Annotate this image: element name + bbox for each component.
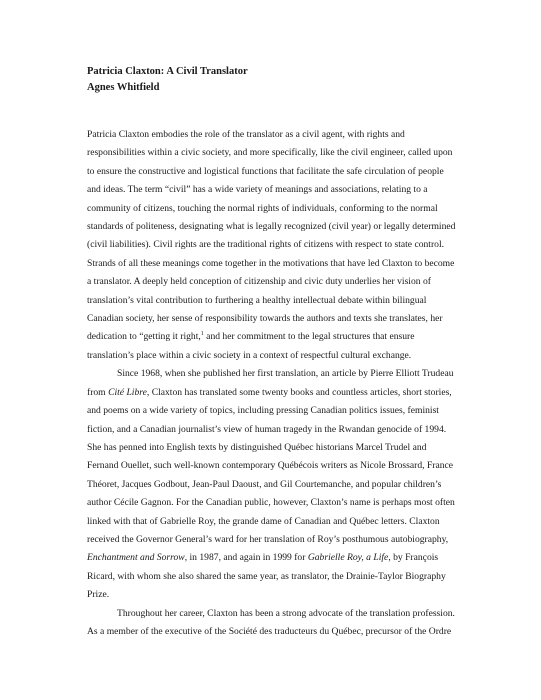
document-author: Agnes Whitfield: [87, 82, 160, 93]
footnote-marker: 1: [200, 331, 204, 338]
paragraph-2: [87, 365, 459, 604]
document-title: Patricia Claxton: A Civil Translator: [87, 66, 248, 77]
document-body: [87, 126, 459, 641]
italic-title: Gabrielle Roy, a Life: [307, 552, 389, 564]
paragraph-3: [87, 605, 459, 642]
paragraph-1: [87, 126, 459, 365]
text-run: and her commitment to the legal structures that ensure translation’s place within a civic society in a context of respectful cultural exchange.: [87, 331, 415, 361]
text-run: Patricia Claxton embodies the role of the translator as a civil agent, with rights and responsibilities within a civic society, and more specifically, like the civil engineer, called upon to ensure the constructive and logistical functions that facilitate the safe circulation of people and ideas. The term “civil” has a wide variety of meanings and associations, relating to a community of citizens, touching the normal rights of individuals, conforming to the normal standards of politeness, designating what is legally recognized (civil year) or legally determined (civil liabilities). Civil rights are the traditional rights of citizens with respect to state control. Strands of all these meanings come together in the motivations that have led Claxton to become a translator. A deeply held conception of citizenship and civic duty underlies her vision of translation’s vital contribution to furthering a healthy intellectual debate within bilingual Canadian society, her sense of responsibility towards the authors and texts she translates, her dedication to “getting it right,: [87, 129, 456, 343]
text-run: , by François Ricard, with whom she also shared the same year, as translator, the Drainie-Taylor Biography Prize.: [87, 552, 446, 601]
italic-title: Cité Libre: [108, 386, 147, 398]
text-run: , Claxton has translated some twenty books and countless articles, short stories, and poems on a wide variety of topics, including pressing Canadian politics issues, feminist fiction, and a Canadian journalist’s view of human tragedy in the Rwandan genocide of 1994. She has penned into English texts by distinguished Québec historians Marcel Trudel and Fernand Ouellet, such well-known contemporary Québécois writers as Nicole Brossard, France Théoret, Jacques Godbout, Jean-Paul Daoust, and Gil Courtemanche, and popular children’s author Cécile Gagnon. For the Canadian public, however, Claxton’s name is perhaps most often linked with that of Gabrielle Roy, the grande dame of Canadian and Québec letters. Claxton received the Governor General’s ward for her translation of Roy’s posthumous autobiography,: [87, 386, 455, 545]
document-heading: [87, 64, 459, 96]
italic-title: Enchantment and Sorrow: [87, 552, 185, 564]
text-run: Since 1968, when she published her first translation, an article by Pierre Elliott Trudeau from: [87, 368, 454, 398]
text-run: , in 1987, and again in 1999 for: [184, 552, 308, 564]
text-run: Throughout her career, Claxton has been a strong advocate of the translation profession. As a member of the executive of the Société des traducteurs du Québec, precursor of the Ordre: [87, 607, 455, 637]
